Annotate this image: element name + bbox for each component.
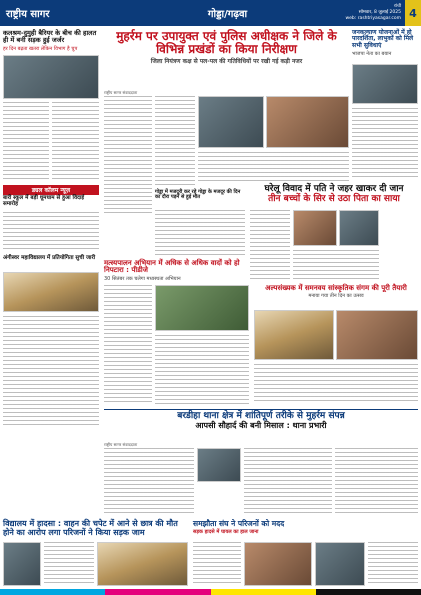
paper-name: राष्ट्रीय सागर bbox=[6, 9, 50, 20]
story6-byline: राष्ट्रीय सागर संवाददाता bbox=[104, 442, 138, 447]
left-body-a bbox=[3, 102, 49, 182]
color-bar bbox=[0, 589, 421, 595]
story8 bbox=[193, 520, 418, 535]
story3-headline: गोड्डा में मजदूरी कर रहे गोड्डा के मजदूर की दिन का दौरा पड़ने से हुई मौत bbox=[155, 189, 241, 201]
story7 bbox=[3, 520, 188, 538]
lead-sub: जिला नियंत्रण कक्ष से पल-पल की गतिविधियों पर रखी गई कड़ी नजर bbox=[150, 58, 303, 66]
masthead-meta bbox=[315, 4, 405, 22]
story5 bbox=[254, 285, 418, 299]
photo-thana bbox=[197, 448, 241, 482]
photo-protest-2 bbox=[315, 542, 365, 586]
photo-road-block bbox=[97, 542, 188, 586]
photo-officials-1 bbox=[198, 96, 264, 148]
story7-body-a bbox=[44, 542, 94, 586]
lead-byline: राष्ट्रीय सागर संवाददाता bbox=[104, 90, 138, 95]
story8-body-a bbox=[193, 542, 241, 586]
story8-headline: समझौता संघ ने परिजनों को मदद bbox=[193, 519, 285, 528]
masthead bbox=[0, 0, 421, 26]
lead-body-c bbox=[198, 152, 349, 182]
left-column bbox=[3, 30, 99, 52]
story8-body-b bbox=[368, 542, 418, 586]
story2 bbox=[250, 185, 418, 205]
left-low-body bbox=[3, 316, 99, 428]
photo-victim bbox=[3, 542, 41, 586]
story7-headline2: होने का आरोप लगा परिजनों ने किया सड़क जाम bbox=[3, 528, 145, 538]
web: web: rashtriyasagar.com bbox=[345, 16, 401, 21]
left-mid-headline: बारी स्कूल में बड़ी धूमधाम से हुआ विदाई समारोह bbox=[3, 195, 85, 207]
story4-sub: 30 सितंबर तक चलेगा मध्यस्थता अभियान bbox=[104, 275, 181, 282]
story5-headline: अल्पसंख्यक में समनवय सांस्कृतिक संगम की पूरी तैयारी bbox=[265, 284, 407, 292]
story7-headline: विद्यालय में हादसा : वाहन की चपेट में आने से छात्र की मौत bbox=[3, 519, 178, 528]
story2-headline2: तीन बच्चों के सिर से उठा पिता का साया bbox=[268, 194, 400, 205]
right-headline: जनकल्याण योजनाओं में हो पारदर्शिता, लाभुकों को मिले सभी सुविधाएं bbox=[352, 29, 414, 49]
story6 bbox=[104, 412, 418, 431]
lead-story bbox=[104, 30, 349, 65]
story3 bbox=[155, 190, 245, 201]
lead-headline: मुहर्रम पर उपायुक्त एवं पुलिस अधीक्षक ने जिले के विभिन्न प्रखंडों का किया निरीक्षण bbox=[116, 29, 337, 56]
left-low bbox=[3, 256, 99, 262]
left-top-sub: हर दिन बढ़ता खतरा लेकिन विभाग है चुप bbox=[3, 45, 78, 52]
right-sub: भाजपा नेता का बयान bbox=[352, 50, 392, 57]
story3-body bbox=[155, 210, 245, 256]
story4-headline: मत्स्यपालन अभियान में अधिक से अधिक वादों को हो निपटारा : पीडीजे bbox=[104, 259, 240, 275]
story6-body-a bbox=[104, 448, 194, 516]
left-mid-body bbox=[3, 212, 99, 252]
story6-body-b bbox=[244, 448, 332, 516]
right-body bbox=[352, 108, 418, 180]
photo-road bbox=[3, 55, 99, 99]
divider bbox=[104, 409, 418, 410]
photo-students bbox=[3, 272, 99, 312]
city: रांची bbox=[393, 4, 401, 9]
left-mid bbox=[3, 196, 99, 208]
left-low-headline: अंगीस्वर महाविद्यालय में प्रतियोगिता सुची जारी bbox=[3, 255, 96, 261]
page-number: 4 bbox=[405, 0, 421, 26]
photo-festival-2 bbox=[336, 310, 418, 360]
lead-body-a bbox=[104, 96, 152, 216]
left-body-b bbox=[52, 102, 99, 182]
photo-festival-1 bbox=[254, 310, 334, 360]
photo-meeting bbox=[155, 285, 249, 331]
story2-body bbox=[250, 210, 290, 280]
story6-body-c bbox=[335, 448, 418, 516]
lead-body-b bbox=[155, 96, 195, 186]
story6-headline2: आपसी सौहार्द की बनी मिसाल : थाना प्रभारी bbox=[195, 421, 327, 431]
photo-family-1 bbox=[293, 210, 337, 246]
story5-sub: मनाया गया तीन दिन का उत्सव bbox=[308, 293, 364, 300]
story4 bbox=[104, 260, 249, 282]
right-column bbox=[352, 30, 418, 57]
photo-protest-1 bbox=[244, 542, 312, 586]
story8-sub: सड़क हादसे में घायल का हाल जाना bbox=[193, 528, 259, 535]
story2-body-b bbox=[293, 250, 379, 280]
story4-body-a bbox=[104, 285, 152, 405]
story4-body-b bbox=[155, 335, 249, 405]
photo-leader bbox=[352, 64, 418, 104]
date: सोमवार, 8 जुलाई 2025 bbox=[358, 10, 401, 15]
section-title: गोड्डा/गढ़वा bbox=[207, 9, 248, 20]
column-tag: ड्यल कॉलम न्यूज़ bbox=[3, 185, 99, 195]
photo-family-2 bbox=[339, 210, 379, 246]
left-top-headline: कलश्रम-दुमुही बैरियर के बीच की हालत ही में बनी सड़क हुई जर्जर bbox=[3, 29, 97, 44]
photo-officials-2 bbox=[266, 96, 349, 148]
story5-body bbox=[254, 364, 418, 404]
story2-headline: घरेलू विवाद में पति ने जहर खाकर दी जान bbox=[264, 184, 404, 194]
story6-headline: बरडीहा थाना क्षेत्र में शांतिपूर्ण तरीके से मुहर्रम संपन्न bbox=[177, 411, 345, 421]
